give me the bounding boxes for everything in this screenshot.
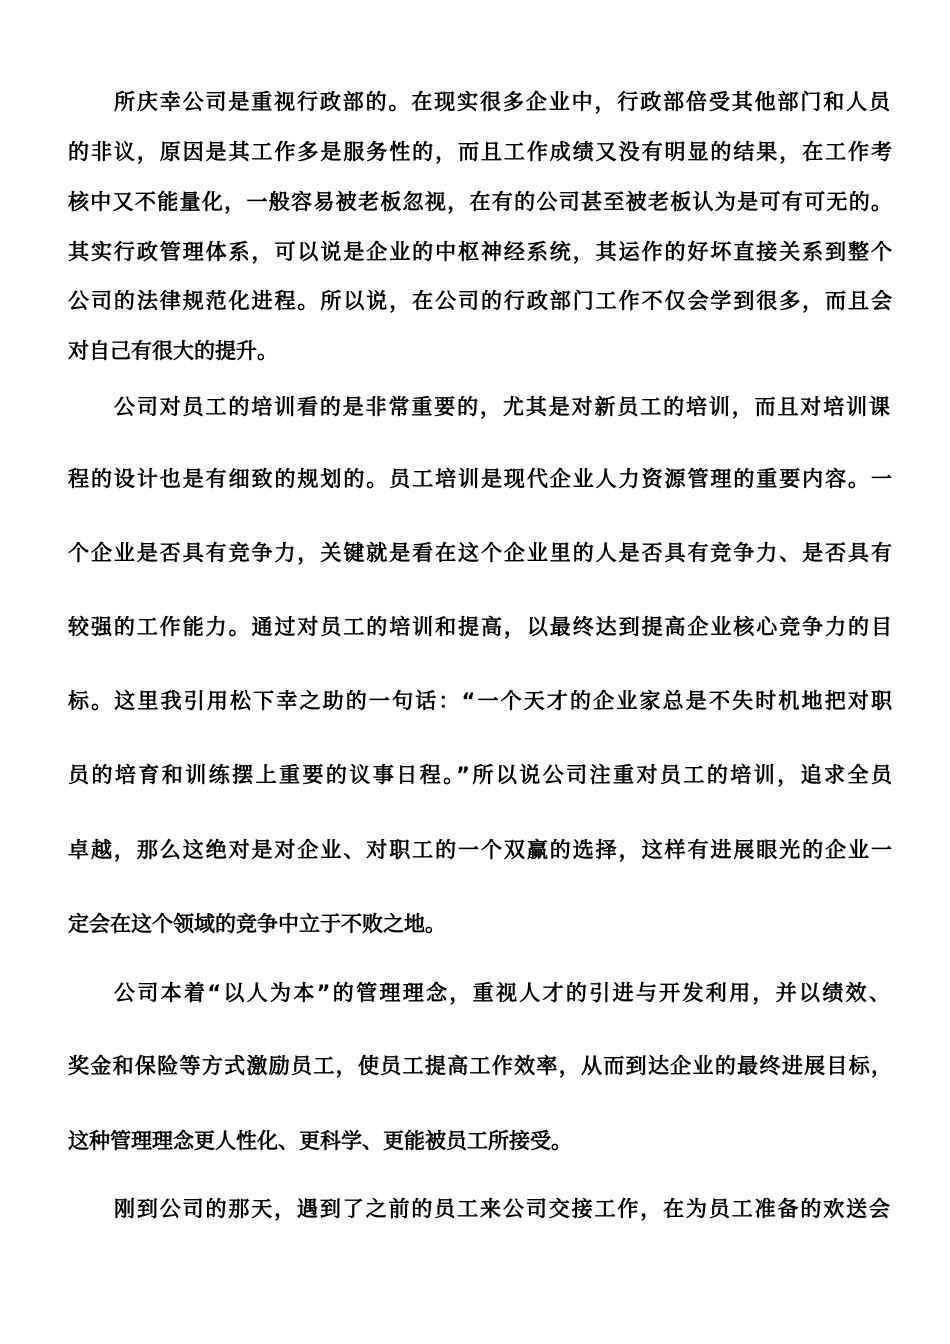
text-line: 卓越，那么这绝对是对企业、对职工的一个双赢的选择，这样有进展眼光的企业一	[68, 838, 892, 862]
text-line: 核中又不能量化，一般容易被老板忽视，在有的公司甚至被老板认为是可有可无的。	[68, 190, 892, 214]
text-line: 所庆幸公司是重视行政部的。在现实很多企业中，行政部倍受其他部门和人员	[114, 90, 890, 114]
text-line: 奖金和保险等方式激励员工，使员工提高工作效率，从而到达企业的最终进展目标，	[68, 1054, 892, 1078]
text-line: 定会在这个领域的竞争中立于不败之地。	[68, 912, 446, 936]
text-line: 公司本着“以人为本”的管理理念，重视人才的引进与开发利用，并以绩效、	[114, 981, 890, 1005]
text-line: 公司的法律规范化进程。所以说，在公司的行政部门工作不仅会学到很多，而且会	[68, 289, 892, 313]
text-line: 这种管理理念更人性化、更科学、更能被员工所接受。	[68, 1129, 572, 1153]
text-line: 较强的工作能力。通过对员工的培训和提高，以最终达到提高企业核心竞争力的目	[68, 615, 892, 639]
text-line: 对自己有很大的提升。	[68, 339, 278, 363]
text-line: 刚到公司的那天，遇到了之前的员工来公司交接工作，在为员工准备的欢送会	[114, 1197, 890, 1221]
text-line: 程的设计也是有细致的规划的。员工培训是现代企业人力资源管理的重要内容。一	[68, 467, 892, 491]
text-line: 个企业是否具有竞争力，关键就是看在这个企业里的人是否具有竞争力、是否具有	[68, 541, 892, 565]
text-line: 标。这里我引用松下幸之助的一句话：“一个天才的企业家总是不失时机地把对职	[68, 689, 892, 713]
text-line: 其实行政管理体系，可以说是企业的中枢神经系统，其运作的好坏直接关系到整个	[68, 240, 892, 264]
text-line: 公司对员工的培训看的是非常重要的，尤其是对新员工的培训，而且对培训课	[114, 395, 890, 419]
text-line: 的非议，原因是其工作多是服务性的，而且工作成绩又没有明显的结果，在工作考	[68, 140, 892, 164]
text-line: 员的培育和训练摆上重要的议事日程。”所以说公司注重对员工的培训，追求全员	[68, 763, 892, 787]
